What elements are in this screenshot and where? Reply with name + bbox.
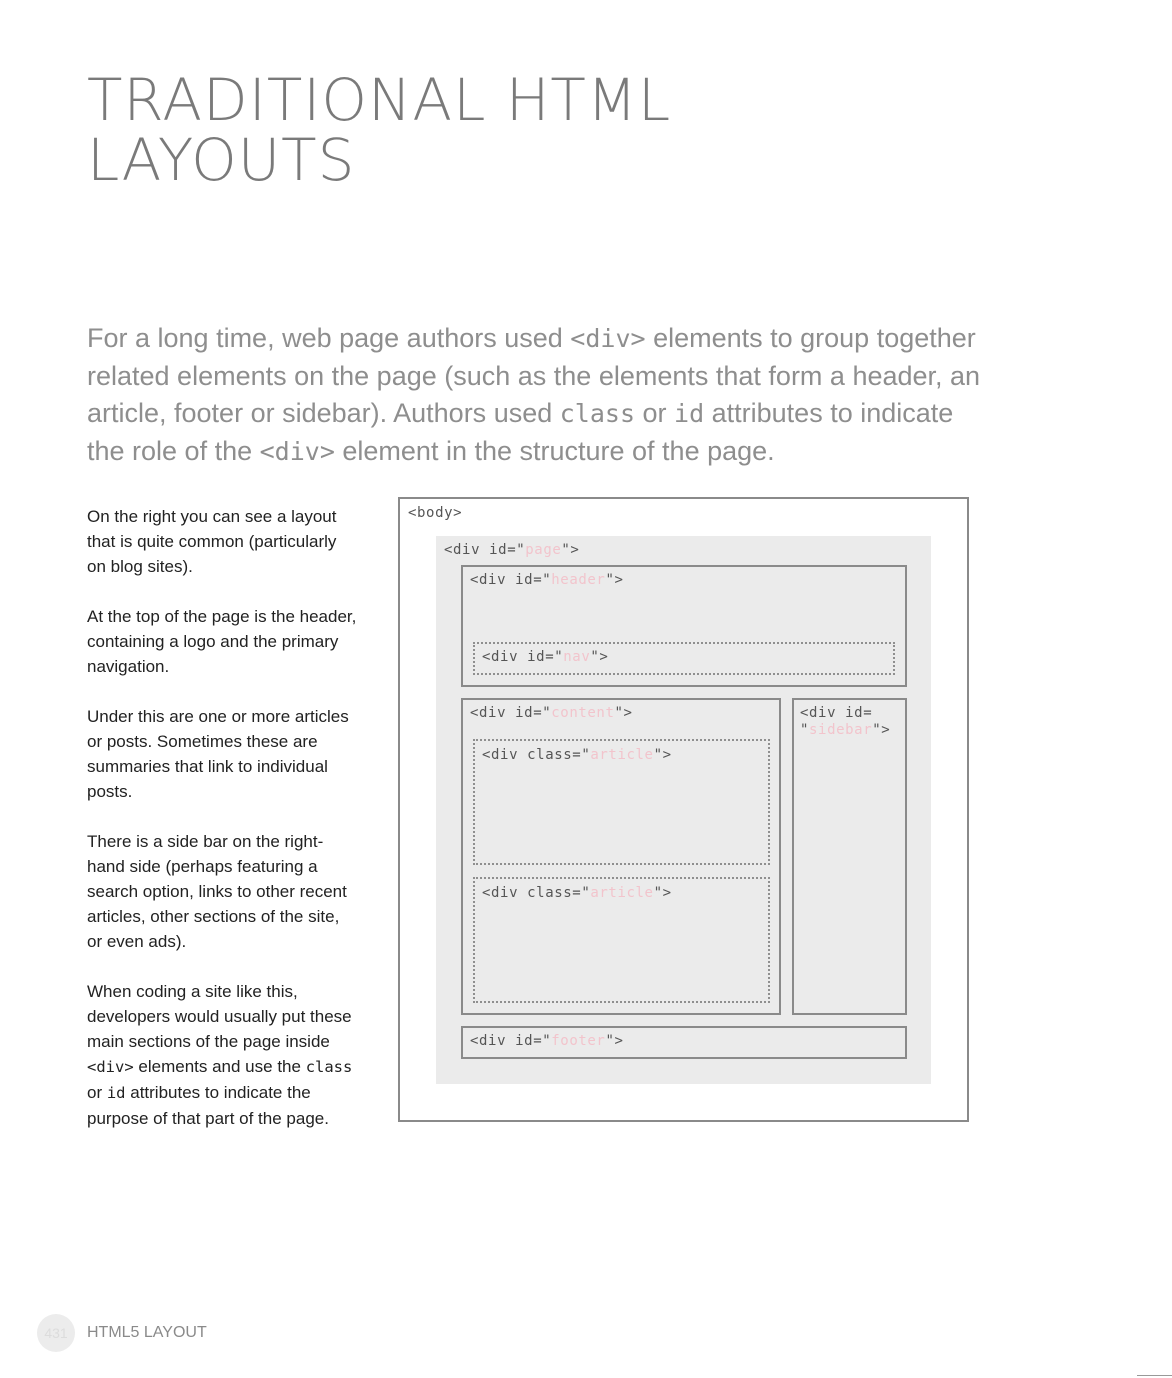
page-number-badge: 431 <box>37 1314 75 1352</box>
article-label-1 <box>482 747 672 764</box>
code-prefix: <div class=" <box>482 885 591 901</box>
code-quote: " <box>800 722 810 738</box>
code-prefix: <div id=" <box>444 542 526 558</box>
body-label: <body> <box>408 505 463 521</box>
sidebar-id: sidebar <box>809 722 873 738</box>
intro-code-div: <div> <box>259 436 335 466</box>
side-text: or <box>87 1083 107 1102</box>
intro-code-id: id <box>674 399 705 428</box>
intro-text: or <box>635 398 675 428</box>
header-id: header <box>551 572 606 588</box>
code-close: "> <box>653 885 672 901</box>
intro-text: attributes to indicate the role of the <box>87 398 954 466</box>
code-prefix: <div id=" <box>470 1033 552 1049</box>
article-class: article <box>590 747 654 763</box>
content-id: content <box>551 705 615 721</box>
side-code-id: id <box>106 1084 126 1102</box>
page-label <box>444 542 579 559</box>
code-prefix: <div id=" <box>470 705 552 721</box>
code-close: "> <box>605 1033 624 1049</box>
title-line-1: TRADITIONAL HTML <box>87 66 672 134</box>
code-close: "> <box>872 722 891 738</box>
side-code-div: <div> <box>87 1058 134 1076</box>
intro-text: element in the structure of the page. <box>334 435 775 466</box>
content-label <box>470 705 633 722</box>
side-paragraph-5 <box>87 979 357 1131</box>
footer-rule <box>1137 1375 1172 1376</box>
code-prefix: <div id=" <box>470 572 552 588</box>
code-close: "> <box>590 649 609 665</box>
side-text: attributes to indicate the purpose of that part of the page. <box>87 1083 329 1128</box>
section-label: HTML5 LAYOUT <box>87 1324 207 1341</box>
sidebar-label-line-1: <div id= <box>800 705 873 721</box>
footer-label <box>470 1033 624 1050</box>
nav-label <box>482 649 608 666</box>
layout-diagram <box>398 497 969 1122</box>
header-label <box>470 572 624 589</box>
side-column <box>87 504 357 1156</box>
code-prefix: <div id=" <box>482 649 564 665</box>
side-text: elements and use the <box>133 1057 306 1076</box>
intro-code-div: <div> <box>570 324 646 353</box>
sidebar-label-line-2 <box>800 722 890 739</box>
side-code-class: class <box>305 1058 353 1076</box>
code-close: "> <box>561 542 580 558</box>
intro-paragraph <box>87 320 987 470</box>
side-text: When coding a site like this, developers would usually put these main sections of the page inside <box>87 982 352 1051</box>
code-close: "> <box>605 572 624 588</box>
side-paragraph-4: There is a side bar on the right-hand side (perhaps featuring a search option, links to other recent articles, other sections of the site, or even ads). <box>87 832 347 951</box>
side-paragraph-2: At the top of the page is the header, containing a logo and the primary navigation. <box>87 607 357 676</box>
intro-code-class: class <box>559 399 636 428</box>
side-paragraph-1: On the right you can see a layout that is quite common (particularly on blog sites). <box>87 507 337 576</box>
page-title <box>87 66 672 194</box>
intro-text: For a long time, web page authors used <box>87 323 571 353</box>
footer-id: footer <box>551 1033 606 1049</box>
page-id: page <box>525 542 562 558</box>
sidebar-box <box>792 698 907 1015</box>
nav-id: nav <box>563 649 591 665</box>
intro-text: elements to group together related elements on the page (such as the elements that form a header, an article, footer or sidebar). Authors used <box>87 323 981 428</box>
side-paragraph-3: Under this are one or more articles or posts. Sometimes these are summaries that link to individual posts. <box>87 707 349 801</box>
title-line-2: LAYOUTS <box>87 126 356 194</box>
code-close: "> <box>614 705 633 721</box>
article-label-2 <box>482 885 672 902</box>
code-prefix: <div class=" <box>482 747 591 763</box>
article-class: article <box>590 885 654 901</box>
code-close: "> <box>653 747 672 763</box>
